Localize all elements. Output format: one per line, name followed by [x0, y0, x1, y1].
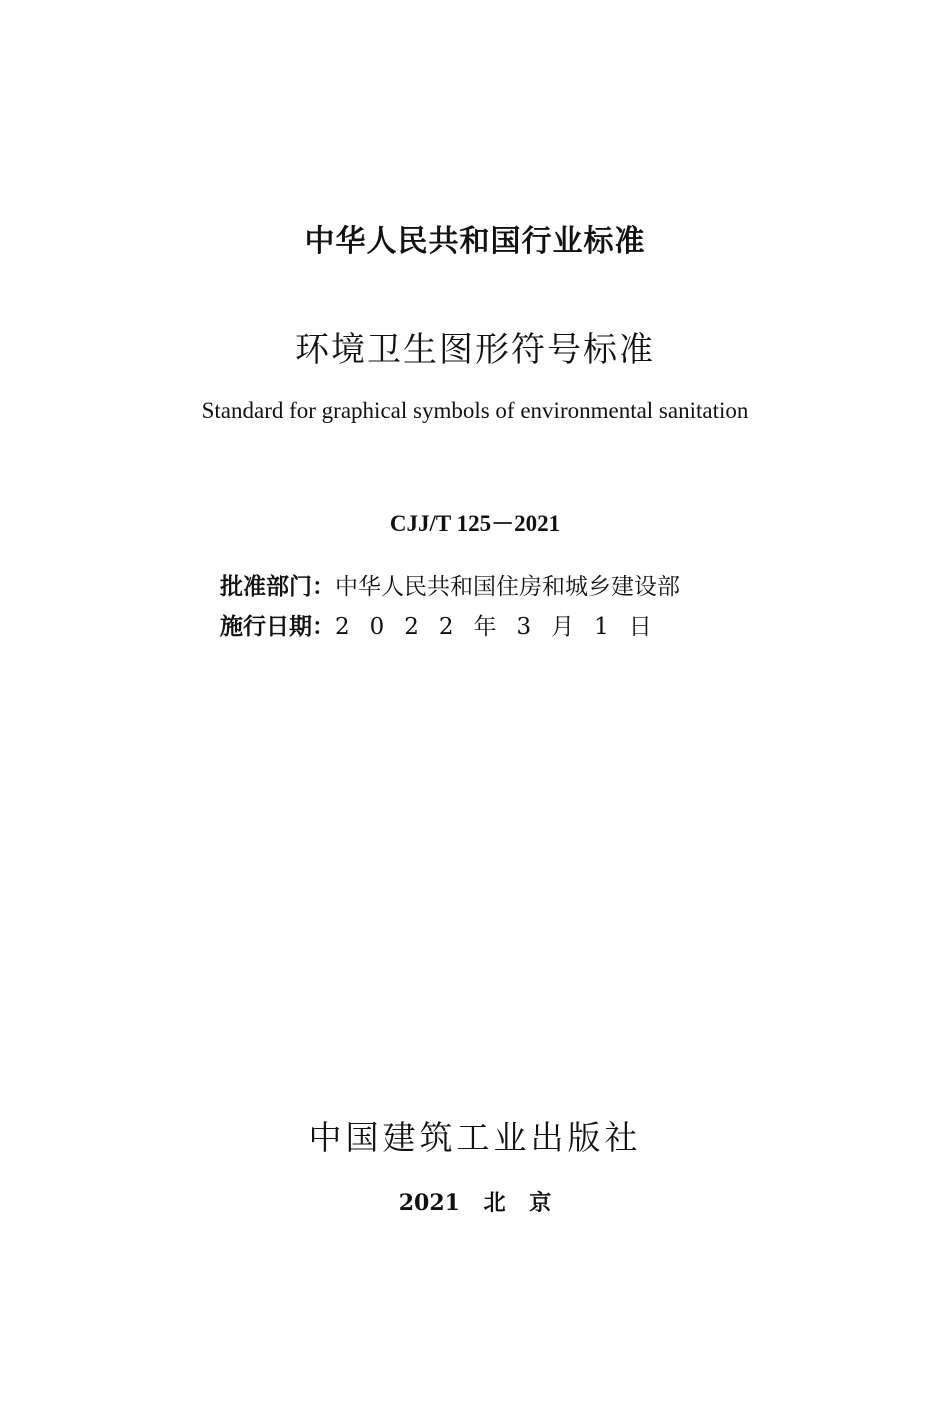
effective-date-label: 施行日期： [220, 614, 335, 640]
standard-title-chinese: 环境卫生图形符号标准 [295, 330, 655, 370]
approval-value: 中华人民共和国住房和城乡建设部 [335, 574, 680, 600]
standard-category: 中华人民共和国行业标准 [304, 224, 646, 259]
approval-row [220, 568, 680, 601]
publication-year-place: 2021 北 京 [398, 1190, 552, 1216]
standard-code: CJJ/T 125－2021 [389, 511, 561, 536]
effective-date-value: 2022年3月1日 [335, 614, 672, 640]
approval-label: 批准部门： [220, 574, 335, 600]
effective-date-row [220, 608, 672, 641]
publisher-name: 中国建筑工业出版社 [308, 1118, 642, 1157]
standard-title-english: Standard for graphical symbols of environmental sanitation [201, 398, 749, 423]
